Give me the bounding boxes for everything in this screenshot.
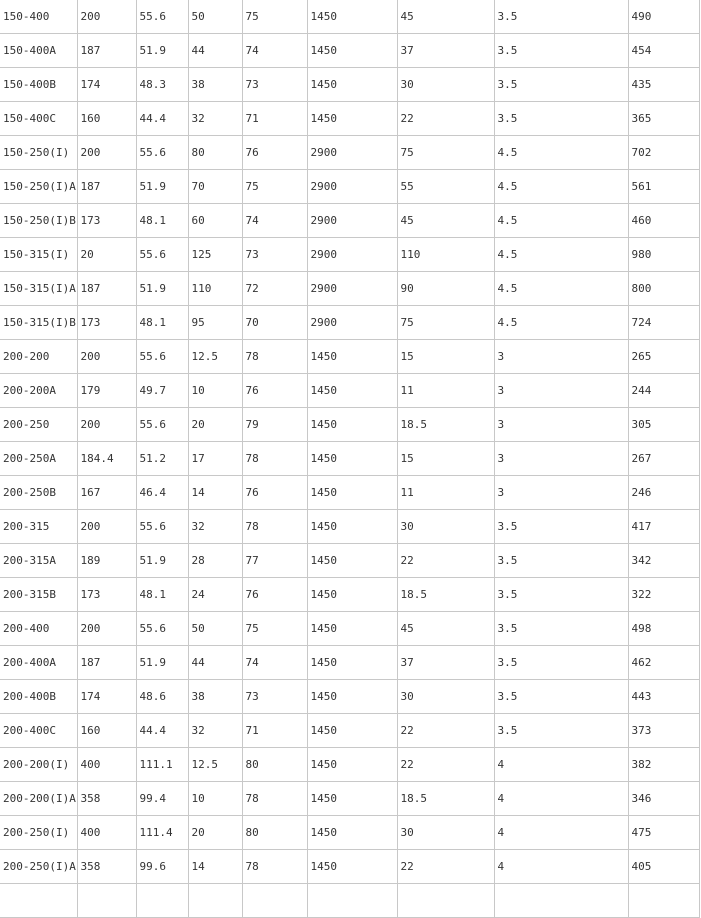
table-cell-col-3: 51.2 — [136, 442, 188, 476]
table-cell-col-6: 2900 — [307, 204, 397, 238]
table-cell-col-2: 187 — [77, 34, 136, 68]
table-cell-col-8: 3.5 — [494, 68, 628, 102]
table-cell-col-7: 90 — [397, 272, 494, 306]
table-cell-col-3: 55.6 — [136, 612, 188, 646]
table-cell-col-5: 78 — [242, 340, 307, 374]
table-cell-col-3: 51.9 — [136, 170, 188, 204]
table-cell-model: 200-400C — [0, 714, 77, 748]
table-cell-col-5: 73 — [242, 238, 307, 272]
table-cell-col-6: 1450 — [307, 714, 397, 748]
table-cell-col-4: 110 — [188, 272, 242, 306]
table-cell-col-6: 1450 — [307, 374, 397, 408]
table-cell-col-6: 1450 — [307, 680, 397, 714]
table-cell-col-2: 187 — [77, 170, 136, 204]
table-cell-col-2: 20 — [77, 238, 136, 272]
table-cell-col-9: 475 — [628, 816, 699, 850]
table-cell-col-3: 55.6 — [136, 136, 188, 170]
table-cell-col-9: 267 — [628, 442, 699, 476]
table-cell-col-5: 75 — [242, 612, 307, 646]
table-cell-col-7: 30 — [397, 816, 494, 850]
table-cell-model: 200-250B — [0, 476, 77, 510]
table-cell-col-2: 184.4 — [77, 442, 136, 476]
table-cell-col-8: 3 — [494, 340, 628, 374]
table-cell-col-4: 14 — [188, 850, 242, 884]
table-cell-col-5: 76 — [242, 374, 307, 408]
table-row — [0, 646, 699, 680]
table-cell-col-5: 78 — [242, 442, 307, 476]
table-cell-col-5: 71 — [242, 714, 307, 748]
table-cell-col-5: 76 — [242, 476, 307, 510]
table-cell-col-8: 3 — [494, 442, 628, 476]
table-cell-col-4: 125 — [188, 238, 242, 272]
table-cell-col-4: 70 — [188, 170, 242, 204]
table-row — [0, 782, 699, 816]
table-cell-col-8: 3.5 — [494, 612, 628, 646]
table-cell-col-3: 48.1 — [136, 306, 188, 340]
table-cell-model: 150-400 — [0, 0, 77, 34]
table-cell-col-9: 244 — [628, 374, 699, 408]
table-cell-col-4: 50 — [188, 0, 242, 34]
table-cell-col-7: 30 — [397, 680, 494, 714]
table-cell-col-2: 179 — [77, 374, 136, 408]
table-cell-col-5: 76 — [242, 136, 307, 170]
table-cell-col-7: 37 — [397, 646, 494, 680]
table-cell-col-3: 48.1 — [136, 578, 188, 612]
table-cell-col-7: 22 — [397, 544, 494, 578]
table-cell-col-6 — [307, 884, 397, 918]
table-cell-col-9: 365 — [628, 102, 699, 136]
table-cell-col-8: 4 — [494, 850, 628, 884]
table-cell-col-5: 73 — [242, 68, 307, 102]
table-cell-col-3: 99.6 — [136, 850, 188, 884]
table-cell-col-7: 37 — [397, 34, 494, 68]
table-cell-model: 200-250 — [0, 408, 77, 442]
table-cell-col-2: 200 — [77, 510, 136, 544]
table-cell-col-9: 702 — [628, 136, 699, 170]
table-cell-col-4: 38 — [188, 68, 242, 102]
table-cell-col-4: 10 — [188, 374, 242, 408]
table-cell-col-6: 1450 — [307, 816, 397, 850]
table-cell-col-2: 400 — [77, 748, 136, 782]
table-row — [0, 34, 699, 68]
table-cell-col-7: 22 — [397, 748, 494, 782]
table-cell-col-7: 30 — [397, 510, 494, 544]
table-cell-col-6: 1450 — [307, 850, 397, 884]
table-cell-col-7: 15 — [397, 340, 494, 374]
table-cell-col-6: 2900 — [307, 238, 397, 272]
table-cell-col-2: 173 — [77, 204, 136, 238]
table-cell-col-7 — [397, 884, 494, 918]
table-row — [0, 340, 699, 374]
table-cell-col-4: 32 — [188, 714, 242, 748]
table-cell-col-8: 3.5 — [494, 544, 628, 578]
table-row — [0, 714, 699, 748]
table-row — [0, 0, 699, 34]
table-cell-col-6: 1450 — [307, 612, 397, 646]
table-row — [0, 68, 699, 102]
table-cell-col-5: 74 — [242, 204, 307, 238]
table-cell-col-5: 75 — [242, 170, 307, 204]
table-cell-col-4: 95 — [188, 306, 242, 340]
table-cell-col-9: 382 — [628, 748, 699, 782]
table-cell-col-5: 74 — [242, 34, 307, 68]
table-cell-col-7: 45 — [397, 204, 494, 238]
table-cell-col-8: 3 — [494, 408, 628, 442]
table-cell-col-9: 561 — [628, 170, 699, 204]
table-cell-col-3: 55.6 — [136, 510, 188, 544]
table-cell-model: 200-200(I)A — [0, 782, 77, 816]
table-cell-col-3: 51.9 — [136, 34, 188, 68]
table-cell-col-7: 30 — [397, 68, 494, 102]
table-cell-col-5: 79 — [242, 408, 307, 442]
table-cell-model: 200-200 — [0, 340, 77, 374]
table-cell-col-9: 980 — [628, 238, 699, 272]
table-cell-col-5: 80 — [242, 816, 307, 850]
table-cell-col-4: 38 — [188, 680, 242, 714]
table-cell-col-5: 78 — [242, 510, 307, 544]
table-cell-col-8: 3.5 — [494, 102, 628, 136]
table-cell-col-5: 78 — [242, 850, 307, 884]
table-row — [0, 374, 699, 408]
table-cell-col-2: 174 — [77, 68, 136, 102]
table-cell-col-7: 45 — [397, 612, 494, 646]
table-cell-col-8 — [494, 884, 628, 918]
table-cell-col-4: 20 — [188, 816, 242, 850]
table-cell-col-8: 4 — [494, 816, 628, 850]
table-cell-col-4: 32 — [188, 510, 242, 544]
table-cell-col-5: 73 — [242, 680, 307, 714]
table-cell-col-8: 4.5 — [494, 136, 628, 170]
table-cell-col-3: 48.1 — [136, 204, 188, 238]
table-cell-col-2: 189 — [77, 544, 136, 578]
table-cell-col-2: 200 — [77, 340, 136, 374]
table-cell-model: 200-315B — [0, 578, 77, 612]
table-cell-col-5: 72 — [242, 272, 307, 306]
table-cell-col-8: 4 — [494, 748, 628, 782]
table-row — [0, 850, 699, 884]
table-row — [0, 816, 699, 850]
table-cell-col-8: 3 — [494, 374, 628, 408]
table-cell-col-8: 3.5 — [494, 646, 628, 680]
table-cell-model: 200-250(I) — [0, 816, 77, 850]
table-row — [0, 510, 699, 544]
table-cell-col-9: 490 — [628, 0, 699, 34]
table-cell-model: 150-400C — [0, 102, 77, 136]
table-cell-model: 150-315(I) — [0, 238, 77, 272]
table-cell-col-4: 44 — [188, 34, 242, 68]
table-cell-model: 150-315(I)B — [0, 306, 77, 340]
table-cell-col-6: 1450 — [307, 408, 397, 442]
table-cell-col-4: 80 — [188, 136, 242, 170]
table-cell-col-4: 32 — [188, 102, 242, 136]
table-cell-col-7: 110 — [397, 238, 494, 272]
table-cell-col-8: 4.5 — [494, 238, 628, 272]
table-cell-col-2: 358 — [77, 850, 136, 884]
table-cell-model: 150-315(I)A — [0, 272, 77, 306]
table-cell-col-5: 80 — [242, 748, 307, 782]
table-cell-model: 200-200(I) — [0, 748, 77, 782]
table-cell-col-8: 3.5 — [494, 578, 628, 612]
table-cell-col-2: 174 — [77, 680, 136, 714]
table-cell-col-6: 1450 — [307, 34, 397, 68]
table-cell-col-2: 167 — [77, 476, 136, 510]
table-cell-model — [0, 884, 77, 918]
table-cell-col-2: 187 — [77, 272, 136, 306]
table-cell-col-6: 2900 — [307, 136, 397, 170]
table-cell-col-5: 76 — [242, 578, 307, 612]
table-cell-col-4: 20 — [188, 408, 242, 442]
table-cell-col-4: 44 — [188, 646, 242, 680]
table-cell-col-3: 48.6 — [136, 680, 188, 714]
table-row — [0, 136, 699, 170]
table-cell-col-3: 55.6 — [136, 340, 188, 374]
table-cell-col-4: 28 — [188, 544, 242, 578]
table-cell-col-9: 342 — [628, 544, 699, 578]
table-cell-col-6: 1450 — [307, 510, 397, 544]
table-cell-col-3: 44.4 — [136, 102, 188, 136]
table-cell-col-2: 173 — [77, 306, 136, 340]
table-cell-col-7: 18.5 — [397, 782, 494, 816]
table-cell-col-7: 22 — [397, 102, 494, 136]
table-cell-col-9: 443 — [628, 680, 699, 714]
table-cell-col-3: 111.1 — [136, 748, 188, 782]
table-row — [0, 170, 699, 204]
table-cell-col-7: 18.5 — [397, 578, 494, 612]
table-cell-col-2: 200 — [77, 408, 136, 442]
table-cell-col-4: 50 — [188, 612, 242, 646]
table-cell-col-5: 77 — [242, 544, 307, 578]
table-cell-col-2: 200 — [77, 0, 136, 34]
table-cell-col-6: 1450 — [307, 544, 397, 578]
table-cell-col-7: 18.5 — [397, 408, 494, 442]
table-cell-col-2: 200 — [77, 136, 136, 170]
table-cell-model: 200-315A — [0, 544, 77, 578]
table-row — [0, 102, 699, 136]
table-cell-col-6: 1450 — [307, 340, 397, 374]
table-cell-col-9: 454 — [628, 34, 699, 68]
table-cell-col-7: 22 — [397, 714, 494, 748]
table-cell-model: 150-400A — [0, 34, 77, 68]
table-cell-col-8: 3 — [494, 476, 628, 510]
table-cell-col-5: 74 — [242, 646, 307, 680]
table-cell-col-8: 3.5 — [494, 510, 628, 544]
table-cell-col-6: 1450 — [307, 578, 397, 612]
table-row — [0, 476, 699, 510]
table-cell-col-9: 462 — [628, 646, 699, 680]
table-cell-col-6: 1450 — [307, 102, 397, 136]
table-cell-col-4: 60 — [188, 204, 242, 238]
table-cell-col-3: 55.6 — [136, 238, 188, 272]
table-cell-col-8: 3.5 — [494, 0, 628, 34]
table-cell-col-7: 11 — [397, 374, 494, 408]
table-cell-col-7: 11 — [397, 476, 494, 510]
table-cell-col-7: 75 — [397, 136, 494, 170]
table-cell-col-7: 45 — [397, 0, 494, 34]
table-cell-model: 200-400B — [0, 680, 77, 714]
table-cell-col-4: 14 — [188, 476, 242, 510]
table-row — [0, 408, 699, 442]
table-cell-col-2: 173 — [77, 578, 136, 612]
table-cell-model: 200-400 — [0, 612, 77, 646]
table-cell-col-7: 55 — [397, 170, 494, 204]
table-cell-col-4: 17 — [188, 442, 242, 476]
table-cell-col-9: 346 — [628, 782, 699, 816]
table-cell-col-4: 10 — [188, 782, 242, 816]
table-cell-col-9 — [628, 884, 699, 918]
table-cell-col-3: 55.6 — [136, 408, 188, 442]
table-cell-col-6: 1450 — [307, 442, 397, 476]
table-cell-model: 200-250(I)A — [0, 850, 77, 884]
table-row — [0, 204, 699, 238]
table-row — [0, 884, 699, 918]
table-cell-col-6: 2900 — [307, 306, 397, 340]
table-cell-model: 200-250A — [0, 442, 77, 476]
table-cell-col-6: 1450 — [307, 646, 397, 680]
table-cell-col-2: 160 — [77, 102, 136, 136]
table-cell-col-3: 51.9 — [136, 272, 188, 306]
table-cell-col-9: 322 — [628, 578, 699, 612]
table-cell-col-6: 2900 — [307, 170, 397, 204]
table-cell-col-9: 435 — [628, 68, 699, 102]
table-cell-col-5: 75 — [242, 0, 307, 34]
table-cell-col-6: 1450 — [307, 476, 397, 510]
table-cell-col-3: 49.7 — [136, 374, 188, 408]
table-cell-col-8: 4.5 — [494, 272, 628, 306]
table-cell-model: 150-250(I)B — [0, 204, 77, 238]
table-cell-col-8: 4 — [494, 782, 628, 816]
table-cell-col-4: 12.5 — [188, 748, 242, 782]
table-cell-model: 150-400B — [0, 68, 77, 102]
table-cell-col-8: 4.5 — [494, 306, 628, 340]
table-cell-col-6: 1450 — [307, 68, 397, 102]
table-cell-col-2: 358 — [77, 782, 136, 816]
table-cell-col-3 — [136, 884, 188, 918]
table-cell-model: 200-400A — [0, 646, 77, 680]
table-cell-col-8: 4.5 — [494, 204, 628, 238]
table-cell-col-4: 24 — [188, 578, 242, 612]
table-row — [0, 578, 699, 612]
table-row — [0, 306, 699, 340]
table-cell-col-9: 265 — [628, 340, 699, 374]
table-cell-col-8: 3.5 — [494, 714, 628, 748]
table-cell-col-6: 2900 — [307, 272, 397, 306]
table-cell-col-2: 160 — [77, 714, 136, 748]
table-cell-col-9: 246 — [628, 476, 699, 510]
table-cell-col-3: 46.4 — [136, 476, 188, 510]
table-cell-model: 150-250(I)A — [0, 170, 77, 204]
table-cell-col-5: 78 — [242, 782, 307, 816]
table-cell-col-9: 724 — [628, 306, 699, 340]
table-cell-col-5: 70 — [242, 306, 307, 340]
table-cell-model: 150-250(I) — [0, 136, 77, 170]
table-cell-col-9: 373 — [628, 714, 699, 748]
table-cell-col-3: 111.4 — [136, 816, 188, 850]
table-row — [0, 272, 699, 306]
table-cell-col-4 — [188, 884, 242, 918]
table-row — [0, 612, 699, 646]
table-cell-col-6: 1450 — [307, 782, 397, 816]
table-cell-col-9: 498 — [628, 612, 699, 646]
table-cell-col-4: 12.5 — [188, 340, 242, 374]
table-cell-col-2: 187 — [77, 646, 136, 680]
table-cell-col-9: 800 — [628, 272, 699, 306]
table-row — [0, 544, 699, 578]
table-cell-col-8: 4.5 — [494, 170, 628, 204]
table-cell-col-5: 71 — [242, 102, 307, 136]
table-cell-col-3: 51.9 — [136, 646, 188, 680]
table-cell-model: 200-200A — [0, 374, 77, 408]
table-cell-col-7: 15 — [397, 442, 494, 476]
table-cell-col-7: 22 — [397, 850, 494, 884]
table-row — [0, 442, 699, 476]
table-cell-col-3: 51.9 — [136, 544, 188, 578]
table-cell-col-6: 1450 — [307, 0, 397, 34]
table-row — [0, 680, 699, 714]
table-cell-col-9: 460 — [628, 204, 699, 238]
table-cell-col-9: 417 — [628, 510, 699, 544]
table-cell-col-3: 99.4 — [136, 782, 188, 816]
table-cell-col-9: 305 — [628, 408, 699, 442]
table-row — [0, 238, 699, 272]
table-row — [0, 748, 699, 782]
table-cell-col-3: 44.4 — [136, 714, 188, 748]
table-cell-col-2: 200 — [77, 612, 136, 646]
table-cell-col-6: 1450 — [307, 748, 397, 782]
table-cell-col-5 — [242, 884, 307, 918]
table-cell-col-3: 48.3 — [136, 68, 188, 102]
table-cell-model: 200-315 — [0, 510, 77, 544]
table-cell-col-8: 3.5 — [494, 680, 628, 714]
table-cell-col-9: 405 — [628, 850, 699, 884]
table-cell-col-3: 55.6 — [136, 0, 188, 34]
table-cell-col-8: 3.5 — [494, 34, 628, 68]
table-cell-col-7: 75 — [397, 306, 494, 340]
table-cell-col-2 — [77, 884, 136, 918]
table-cell-col-2: 400 — [77, 816, 136, 850]
